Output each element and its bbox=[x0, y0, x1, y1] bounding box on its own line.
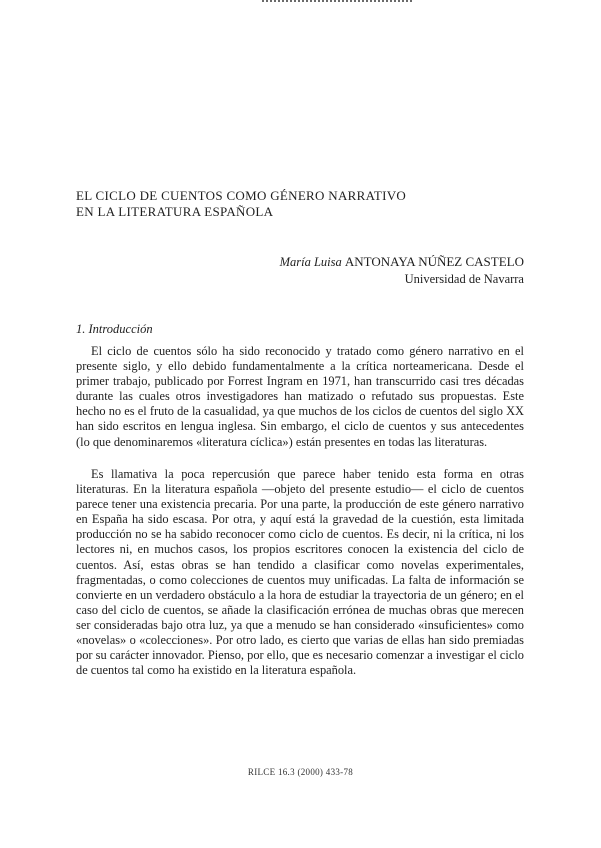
body-paragraph-1: El ciclo de cuentos sólo ha sido reconocido y tratado como género narrativo en el presente siglo, y ello debido fundamentalmente a la crítica norteamericana. Desde el primer trabajo, publicado por Forrest Ingram en 1971, han transcurrido casi tres décadas durante las cuales otros investigadores han matizado o refutado sus propuestas. Este hecho no es el fruto de la casualidad, ya que muchos de los ciclos de cuentos del siglo XX han sido escritos en lengua inglesa. Sin embargo, el ciclo de cuentos y sus antecedentes (lo que denominaremos «literatura cíclica») están presentes en todas las literaturas. bbox=[76, 344, 524, 449]
author-given-names: María Luisa bbox=[279, 255, 342, 269]
body-paragraph-2: Es llamativa la poca repercusión que parece haber tenido esta forma en otras literaturas. En la literatura española —objeto del presente estudio— el ciclo de cuentos parece tener una existencia precaria. Por una parte, la producción de este género narrativo en España ha sido escasa. Por otra, y aquí está la gravedad de la cuestión, esta limitada producción no se ha sabido reconocer como ciclo de cuentos. Es decir, ni la crítica, ni los lectores ni, en muchos casos, los propios escritores conocen la existencia del ciclo de cuentos. Así, estas obras se han tendido a clasificar como novelas experimentales, fragmentadas, o como colecciones de cuentos muy unificadas. La falta de información se convierte en un verdadero obstáculo a la hora de estudiar la trayectoria de un género; en el caso del ciclo de cuentos, se añade la clasificación errónea de muchas obras que merecen ser consideradas bajo otra luz, ya que a menudo se han considerado «insuficientes» como «novelas» o «colecciones». Por otro lado, es cierto que varias de ellas han sido premiadas por su carácter innovador. Pienso, por ello, que es necesario comenzar a investigar el ciclo de cuentos tal como ha existido en la literatura española. bbox=[76, 467, 524, 678]
section-heading: 1. Introducción bbox=[76, 322, 153, 336]
author-affiliation: Universidad de Navarra bbox=[404, 272, 524, 286]
scan-top-marks bbox=[262, 0, 412, 8]
journal-citation-footer: RILCE 16.3 (2000) 433-78 bbox=[247, 767, 354, 777]
author-block bbox=[240, 253, 524, 288]
author-name bbox=[240, 253, 524, 271]
author-surnames: ANTONAYA NÚÑEZ CASTELO bbox=[344, 254, 524, 269]
title-line-2: EN LA LITERATURA ESPAÑOLA bbox=[76, 204, 274, 219]
title-line-1: EL CICLO DE CUENTOS COMO GÉNERO NARRATIVO bbox=[76, 188, 407, 203]
article-title bbox=[76, 188, 536, 220]
